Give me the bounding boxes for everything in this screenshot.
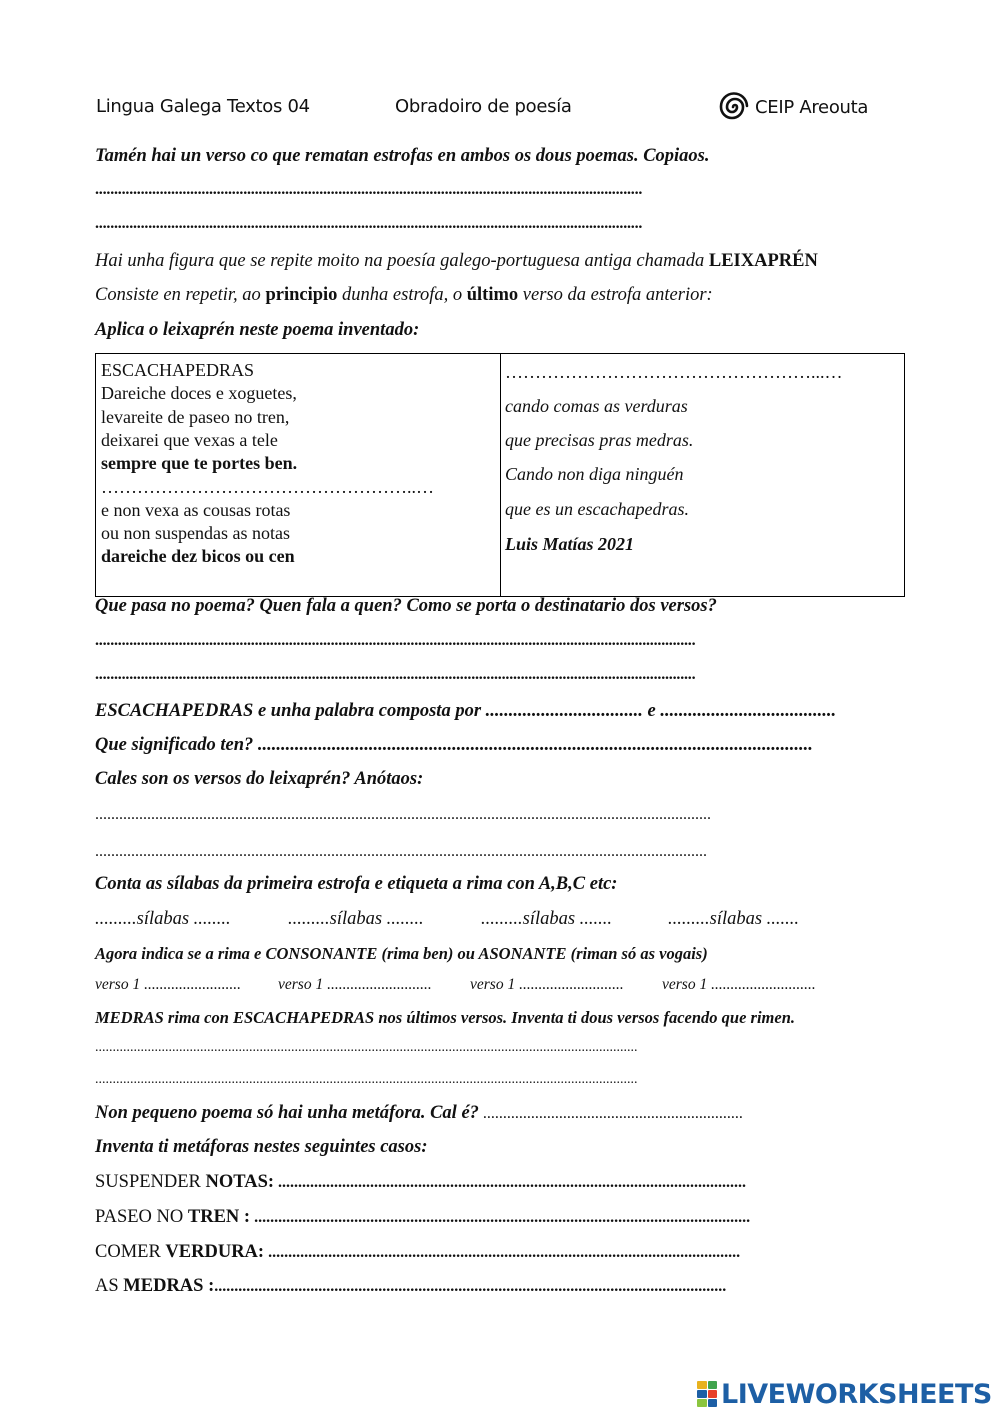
poem-table [95, 353, 905, 597]
metaphor-answer-line[interactable]: ................................................................. [482, 1105, 743, 1122]
liveworksheets-icon [697, 1381, 717, 1407]
question-compound-word[interactable]: ESCACHAPEDRAS e unha palabra composta por .................................. e ...................................... [95, 701, 837, 721]
poem-line-bold: dareiche dez bicos ou cen [101, 546, 295, 566]
header-title: Obradoiro de poesía [395, 96, 572, 117]
metaphor-word: MEDRAS : [123, 1276, 215, 1296]
icon-tile [697, 1381, 707, 1389]
metaphor-row[interactable] [95, 1207, 885, 1228]
verse-rhyme-field[interactable]: verso 1 ........................... [470, 976, 624, 993]
poem-line: ou non suspendas as notas [101, 523, 290, 543]
question-rhyme-type: Agora indica se a rima e CONSONANTE (rima ben) ou ASONANTE (riman só as vogais) [95, 944, 708, 963]
answer-line[interactable]: .......................................................................................................................................................... [95, 806, 711, 823]
metaphor-row[interactable] [95, 1276, 880, 1297]
answer-line[interactable]: ........................................................................................................................................................... [95, 1072, 638, 1087]
question-meaning[interactable]: Que significado ten? ........................................................................................................................ [95, 735, 813, 755]
header-subject: Lingua Galega Textos 04 [96, 96, 310, 117]
figure-description [95, 251, 818, 272]
figure-definition [95, 285, 713, 306]
verse-rhyme-field[interactable]: verso 1 ......................... [95, 976, 241, 993]
metaphor-question-text: Non pequeno poema só hai unha metáfora. Cal é? [95, 1103, 479, 1123]
answer-line[interactable]: ................................................................................................................................................ [95, 181, 643, 198]
poem-line: deixarei que vexas a tele [101, 430, 278, 450]
definition-bold-ultimo: último [466, 285, 519, 305]
question-syllables: Conta as sílabas da primeira estrofa e etiqueta a rima con A,B,C etc: [95, 874, 618, 894]
liveworksheets-logo[interactable] [697, 1378, 992, 1410]
metaphor-row[interactable] [95, 1172, 885, 1193]
metaphor-prefix: PASEO NO [95, 1207, 184, 1227]
poem-line: levareite de paseo no tren, [101, 407, 290, 427]
poem-blank-line[interactable]: ……………………………………………..… [101, 477, 434, 497]
question-invent-metaphors: Inventa ti metáforas nestes seguintes casos: [95, 1137, 428, 1157]
metaphor-dots[interactable]: ...................................................................................................................... [264, 1244, 741, 1261]
metaphor-prefix: COMER [95, 1242, 161, 1262]
question-metaphor [95, 1103, 743, 1124]
metaphor-word: NOTAS: [205, 1172, 275, 1192]
answer-line[interactable]: .............................................................................................................................................................. [95, 632, 696, 649]
question-leixapren-verses: Cales son os versos do leixaprén? Anótaos: [95, 769, 424, 789]
question-what-happens: Que pasa no poema? Quen fala a quen? Como se porta o destinatario dos versos? [95, 596, 717, 616]
syllable-field[interactable]: .........sílabas ....... [668, 909, 800, 929]
answer-line[interactable]: .............................................................................................................................................................. [95, 666, 696, 683]
icon-tile [697, 1390, 707, 1398]
metaphor-prefix: SUSPENDER [95, 1172, 201, 1192]
answer-line[interactable]: ........................................................................................................................................................... [95, 1040, 638, 1055]
icon-tile [708, 1390, 718, 1398]
syllable-field[interactable]: .........sílabas ........ [95, 909, 231, 929]
answer-line[interactable]: ......................................................................................................................................................... [95, 843, 707, 860]
metaphor-word: VERDURA: [165, 1242, 265, 1262]
figure-name: LEIXAPRÉN [708, 251, 818, 271]
poem-divider [500, 354, 501, 596]
icon-tile [708, 1381, 718, 1389]
metaphor-dots[interactable]: ............................................................................................................................ [250, 1209, 751, 1226]
poem-line: Dareiche doces e xoguetes, [101, 383, 297, 403]
verse-rhyme-field[interactable]: verso 1 ........................... [662, 976, 816, 993]
icon-tile [708, 1399, 718, 1407]
poem-line: que precisas pras medras. [505, 430, 694, 450]
question-copy-verse: Tamén hai un verso co que rematan estrofas en ambos os dous poemas. Copiaos. [95, 146, 710, 166]
poem-title: ESCACHAPEDRAS [101, 360, 255, 380]
metaphor-dots[interactable]: ..................................................................................................................... [274, 1174, 747, 1191]
poem-line: e non vexa as cousas rotas [101, 500, 291, 520]
syllable-field[interactable]: .........sílabas ........ [288, 909, 424, 929]
apply-instruction: Aplica o leixaprén neste poema inventado: [95, 320, 420, 340]
metaphor-dots[interactable]: ................................................................................................................................ [214, 1278, 727, 1295]
definition-text: verso da estrofa anterior: [522, 285, 713, 305]
figure-prefix: Hai unha figura que se repite moito na poesía galego-portuguesa antiga chamada [95, 251, 705, 271]
syllable-field[interactable]: .........sílabas ....... [481, 909, 613, 929]
definition-bold-principio: principio [265, 285, 338, 305]
liveworksheets-brand: LIVEWORKSHEETS [721, 1378, 992, 1410]
metaphor-row[interactable] [95, 1242, 880, 1263]
poem-blank-line[interactable]: ……………………………………………...… [505, 362, 843, 382]
spiral-logo-icon [719, 92, 751, 122]
verse-rhyme-field[interactable]: verso 1 ........................... [278, 976, 432, 993]
school-brand [719, 92, 868, 122]
poem-line: cando comas as verduras [505, 396, 688, 416]
poem-line-bold: sempre que te portes ben. [101, 453, 298, 473]
metaphor-word: TREN : [187, 1207, 251, 1227]
definition-text: dunha estrofa, o [342, 285, 463, 305]
poem-line: que es un escachapedras. [505, 499, 689, 519]
poem-line: Cando non diga ninguén [505, 464, 684, 484]
metaphor-prefix: AS [95, 1276, 119, 1296]
school-name: CEIP Areouta [755, 96, 869, 118]
answer-line[interactable]: ................................................................................................................................................ [95, 215, 643, 232]
definition-text: Consiste en repetir, ao [95, 285, 261, 305]
question-invent-rhyme: MEDRAS rima con ESCACHAPEDRAS nos últimos versos. Inventa ti dous versos facendo que rimen. [95, 1008, 796, 1027]
poem-author: Luis Matías 2021 [505, 534, 635, 554]
icon-tile [697, 1399, 707, 1407]
